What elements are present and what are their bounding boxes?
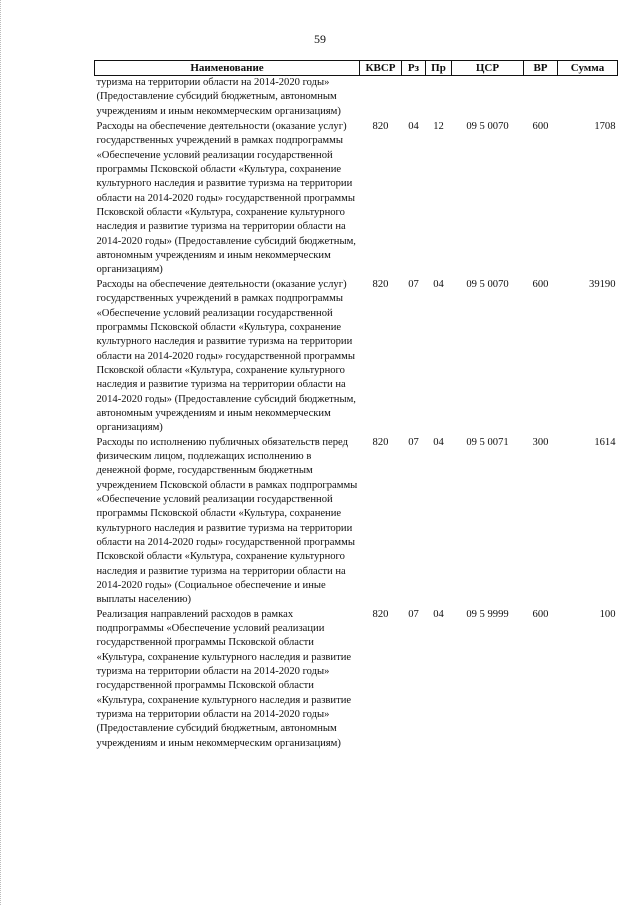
row-vr: 300 bbox=[532, 436, 549, 448]
row-rz: 07 bbox=[408, 278, 419, 290]
header-vr: ВР bbox=[524, 61, 558, 76]
table-row bbox=[95, 278, 618, 436]
row-pr bbox=[426, 76, 452, 121]
table-row bbox=[95, 436, 618, 608]
row-vr: 600 bbox=[532, 121, 549, 133]
table-header-row bbox=[95, 61, 618, 76]
row-csr: 09 5 0071 bbox=[466, 436, 509, 448]
row-vr bbox=[524, 76, 558, 121]
row-csr: 09 5 9999 bbox=[466, 608, 509, 620]
row-pr: 04 bbox=[433, 608, 444, 620]
row-name: Расходы на обеспечение деятельности (оказание услуг) государственных учреждений в рамках подпрограммы «Обеспечение условий реализации государственной программы Псковской области «Культура, сохранение культурного наследия и развитие туризма на территории области на 2014-2020 годы» государственной программы Псковской области «Культура, сохранение культурного наследия и развитие туризма на территории области на 2014-2020 годы» (Предоставление субсидий бюджетным, автономным учреждениям и иным некоммерческим организациям) bbox=[96, 278, 356, 434]
row-sum: 1614 bbox=[594, 436, 616, 448]
row-sum: 39190 bbox=[589, 278, 616, 290]
row-pr: 04 bbox=[433, 278, 444, 290]
row-pr: 12 bbox=[433, 121, 444, 133]
header-kvsr: КВСР bbox=[360, 61, 402, 76]
row-sum bbox=[558, 76, 618, 121]
row-name: Реализация направлений расходов в рамках подпрограммы «Обеспечение условий реализации государственной программы Псковской области «Культура, сохранение культурного наследия и развитие туризма на территории области на 2014-2020 годы» государственной программы Псковской области «Культура, сохранение культурного наследия и развитие туризма на территории области на 2014-2020 годы» (Предоставление субсидий бюджетным, автономным учреждениям и иным некоммерческим организациям) bbox=[96, 608, 352, 749]
row-rz: 07 bbox=[408, 436, 419, 448]
scan-edge bbox=[0, 0, 4, 905]
row-csr: 09 5 0070 bbox=[466, 121, 509, 133]
header-sum: Сумма bbox=[558, 61, 618, 76]
row-sum: 1708 bbox=[594, 121, 616, 133]
row-rz bbox=[402, 76, 426, 121]
table-row bbox=[95, 608, 618, 751]
row-pr: 04 bbox=[433, 436, 444, 448]
budget-table bbox=[94, 60, 618, 751]
header-rz: Рз bbox=[402, 61, 426, 76]
row-kvsr: 820 bbox=[372, 278, 389, 290]
row-name: туризма на территории области на 2014-2020 годы» (Предоставление субсидий бюджетным, автономным учреждениям и иным некоммерческим организациям) bbox=[96, 77, 341, 117]
row-csr bbox=[452, 76, 524, 121]
header-csr: ЦСР bbox=[452, 61, 524, 76]
row-vr: 600 bbox=[532, 278, 549, 290]
row-kvsr: 820 bbox=[372, 608, 389, 620]
header-name: Наименование bbox=[95, 61, 360, 76]
row-kvsr bbox=[360, 76, 402, 121]
row-vr: 600 bbox=[532, 608, 549, 620]
row-name: Расходы по исполнению публичных обязательств перед физическим лицом, подлежащих исполнению в денежной форме, государственным бюджетным учреждением Псковской области в рамках подпрограммы «Обеспечение условий реализации государственной программы Псковской области «Культура, сохранение культурного наследия и развитие туризма на территории области на 2014-2020 годы» государственной программы Псковской области «Культура, сохранение культурного наследия и развитие туризма на территории области на 2014-2020 годы» (Социальное обеспечение и иные выплаты населению) bbox=[96, 436, 358, 606]
header-pr: Пр bbox=[426, 61, 452, 76]
row-rz: 04 bbox=[408, 121, 419, 133]
table-row bbox=[95, 120, 618, 278]
table-row bbox=[95, 76, 618, 121]
row-csr: 09 5 0070 bbox=[466, 278, 509, 290]
page-number: 59 bbox=[314, 32, 326, 46]
row-rz: 07 bbox=[408, 608, 419, 620]
row-kvsr: 820 bbox=[372, 121, 389, 133]
row-sum: 100 bbox=[599, 608, 616, 620]
row-name: Расходы на обеспечение деятельности (оказание услуг) государственных учреждений в рамках подпрограммы «Обеспечение условий реализации государственной программы Псковской области «Культура, сохранение культурного наследия и развитие туризма на территории области на 2014-2020 годы» государственной программы Псковской области «Культура, сохранение культурного наследия и развитие туризма на территории области на 2014-2020 годы» (Предоставление субсидий бюджетным, автономным учреждениям и иным некоммерческим организациям) bbox=[96, 121, 356, 276]
row-kvsr: 820 bbox=[372, 436, 389, 448]
